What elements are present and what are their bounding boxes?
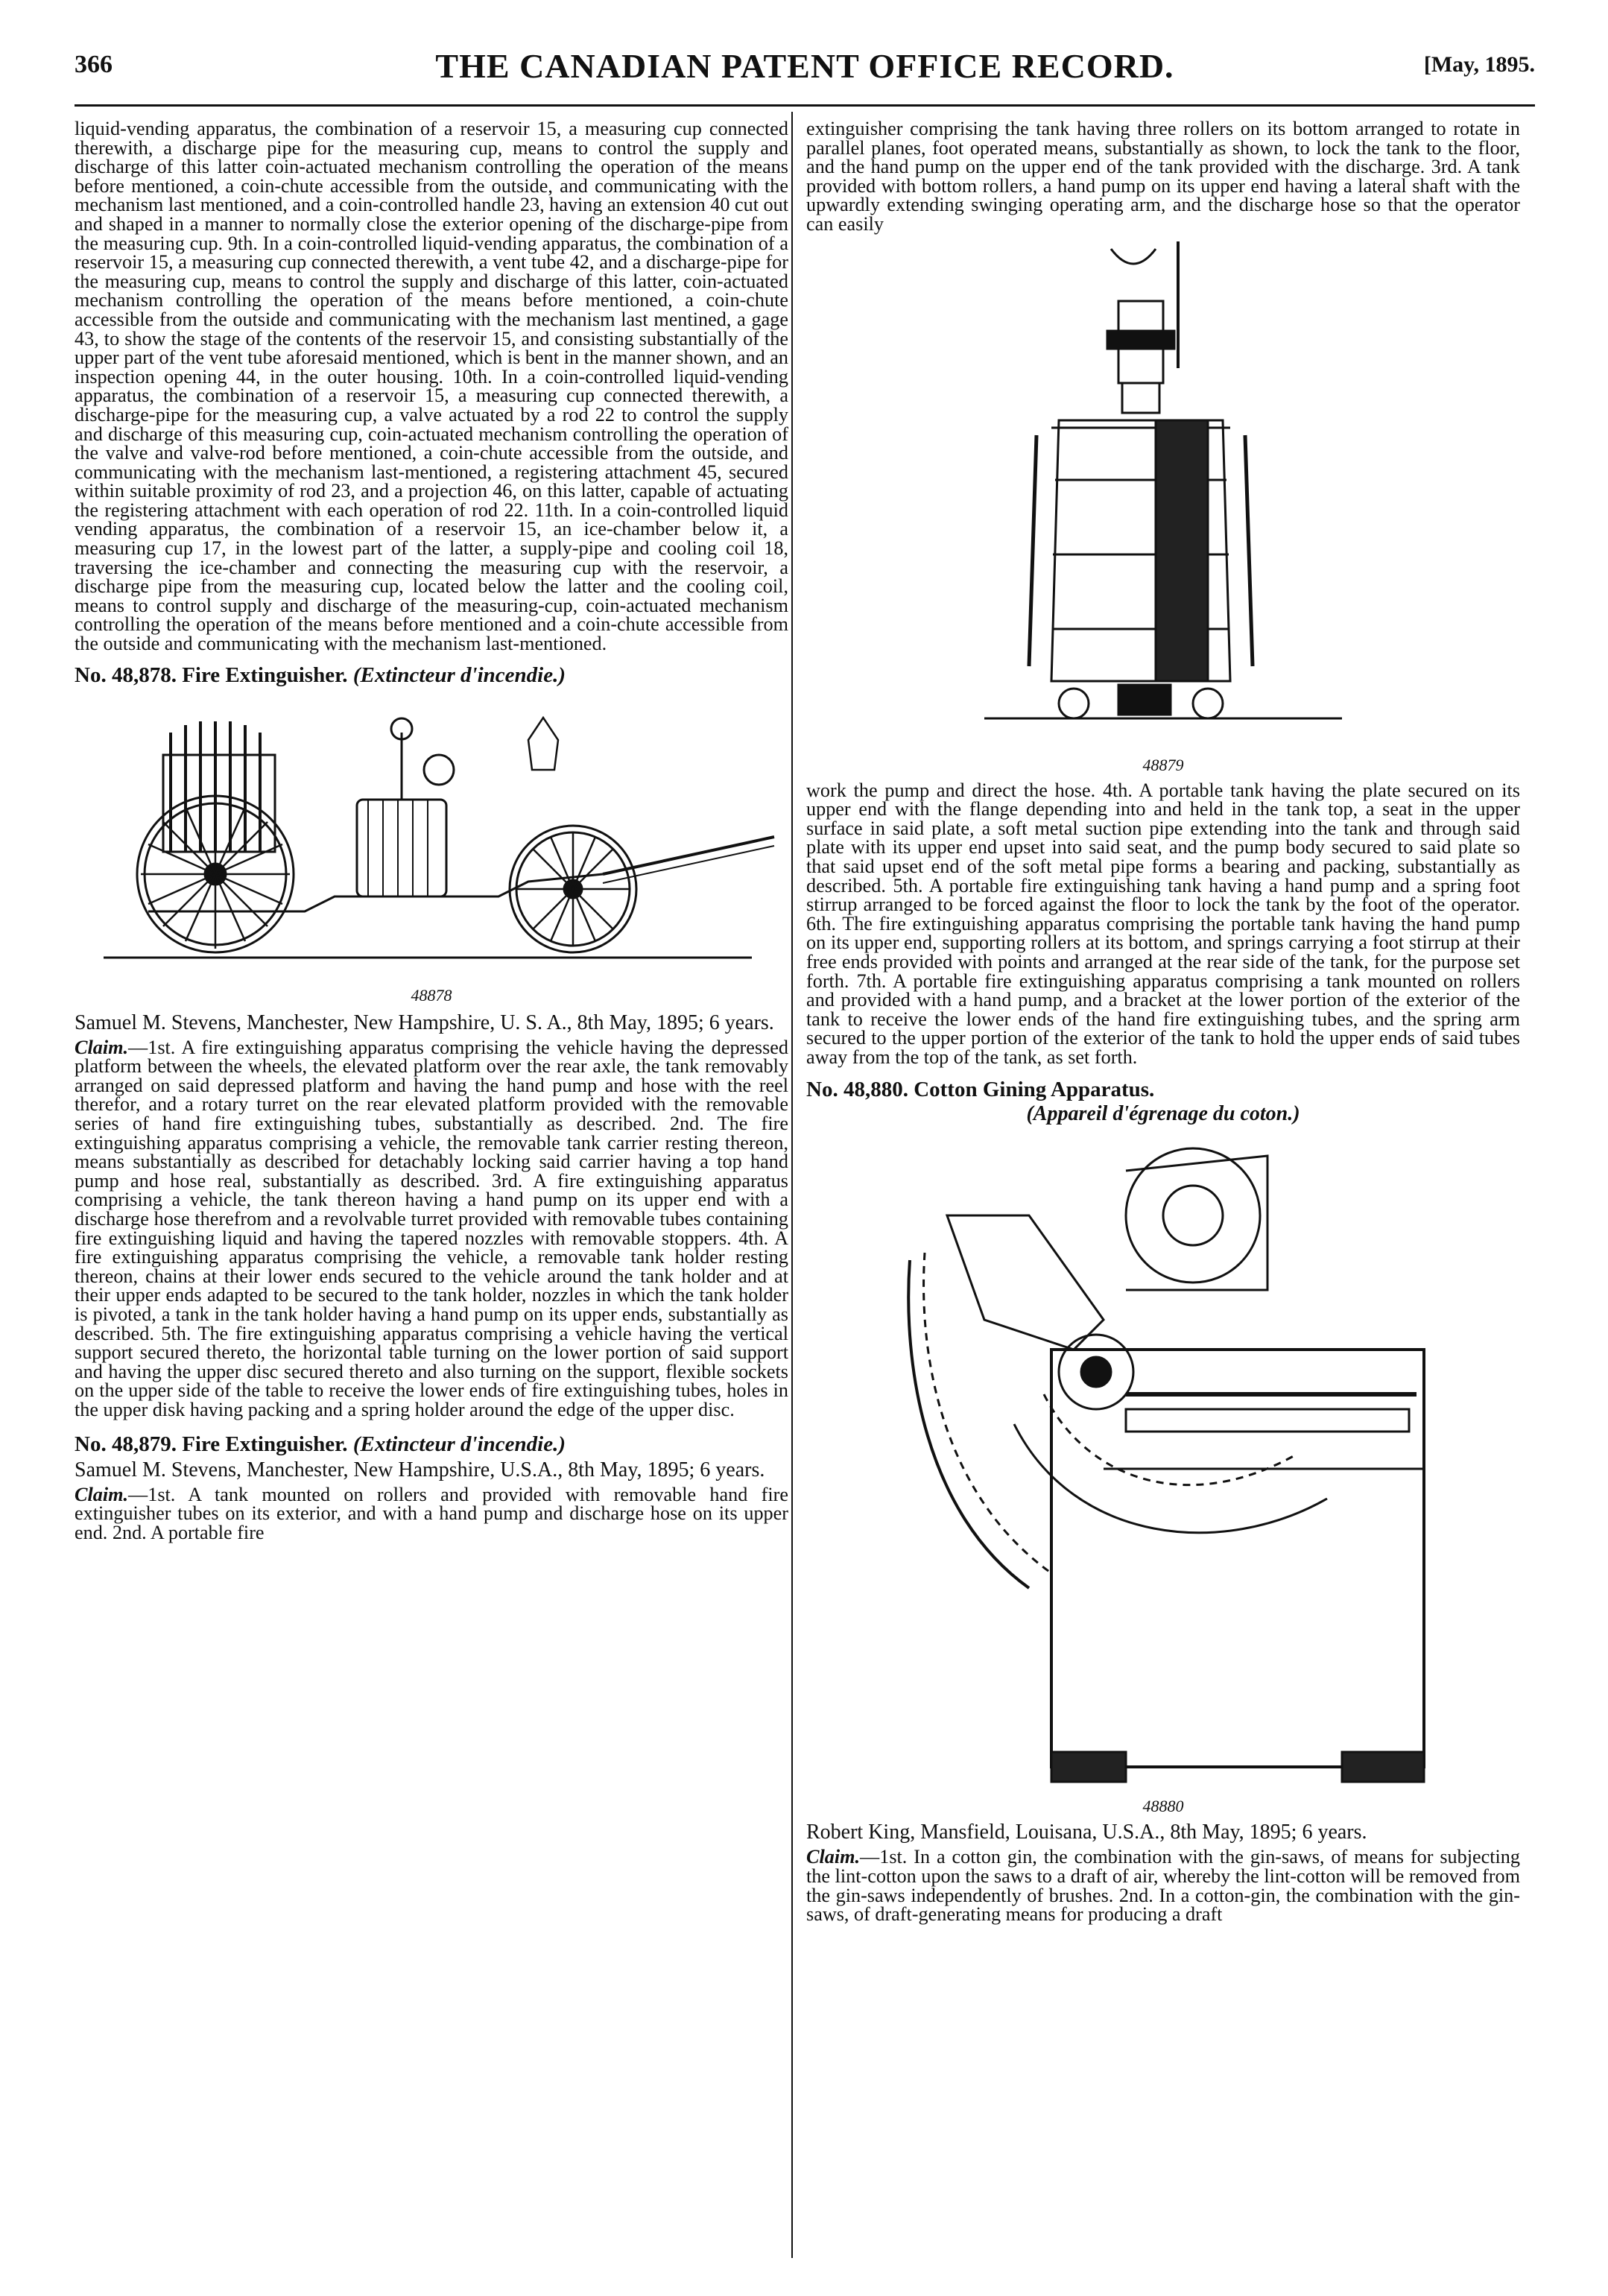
page-title: THE CANADIAN PATENT OFFICE RECORD. (435, 47, 1174, 85)
continued-claims-text: liquid-vending apparatus, the combination of a reservoir 15, a measuring cup connected therewith, a discharge pipe for the measuring cup, means to control the supply and discharge of this latter coin-actuated mechanism controlling the operation of the means before mentioned, a coin-chute accessible from the outside, and communicating with the mechanism last mentioned, and a coin-controlled handle 23, having an extension 40 cut out and shaped in a manner to normally close the exterior opening of the discharge-pipe from the measuring cup. 9th. In a coin-controlled liquid-vending apparatus, the combination of a reservoir 15, a measuring cup connected therewith, a vent tube 42, and a discharge-pipe for the measuring cup, means to control the supply and discharge of this latter, coin-actuated mechanism controlling the operation of the means before mentioned, a coin-chute accessible from the outside and communicating with the mechanism last mentined, a gage 43, to show the stage of the contents of the reservoir 15, and consisting substantially of the upper part of the vent tube aforesaid mentioned, which is bent in the manner shown, and an inspection opening 44, in the outer housing. 10th. In a coin-controlled liquid-vending apparatus, the combination of a reservoir 15, a measuring cup connected therewith, a discharge-pipe for the measuring cup, a valve actuated by a rod 22 to control the supply and discharge of this measuring cup, coin-actuated mechanism controlling the operation of the valve and valve-rod before mentioned, a coin-chute accessible from the outside, and communicating with the mechanism last-mentioned, a registering attachment 45, secured within suitable proximity of rod 23, and a projection 46, on this latter, capable of actuating the registering attachment with each operation of rod 22. 11th. In a coin-controlled liquid vending apparatus, the combination of a reservoir 15, an ice-chamber below it, a measuring cup 17, in the lowest part of the latter, a supply-pipe and cooling coil 18, traversing the ice-chamber and connecting the measuring cup with the reservoir, a discharge pipe from the measuring cup, located below the latter and the cooling coil, means to control supply and discharge of the measuring-cup, coin-actuated mechanism controlling the operation of the means before mentioned and a coin-chute accessible from the outside and communicating with the mechanism last-mentioned. (75, 118, 788, 655)
issue-date: [May, 1895. (1423, 52, 1535, 77)
left-column (75, 119, 788, 1542)
patent-title-fr-48880: (Appareil d'égrenage du coton.) (1026, 1102, 1300, 1126)
patent-heading-48879 (75, 1432, 788, 1457)
continued-claims-48879: extinguisher comprising the tank having three rollers on its bottom arranged to rotate in parallel planes, foot operated means, substantially as shown, to lock the tank to the floor, and the hand pump on the upper end of the tank provided with the discharge. 3rd. A tank provided with bottom rollers, a hand pump on its upper end having a lateral shaft with the upwardly extending swinging operating arm, and the discharge hose so that the operator can easily (806, 118, 1520, 235)
claim-text-48879: —1st. A tank mounted on rollers and provided with removable hand fire extinguisher tubes on its exterior, and with a hand pump and discharge hose on its upper end. 2nd. A portable fire (75, 1483, 788, 1543)
claims-48878 (75, 1038, 788, 1420)
claim-text-48880: —1st. In a cotton gin, the combination with the gin-saws, of means for subjecting the lint-cotton upon the saws to a draft of air, whereby the lint-cotton will be removed from the gin-saws independently of brushes. 2nd. In a cotton-gin, the combination with the gin-saws, of draft-generating means for producing a draft (806, 1846, 1520, 1926)
claim-label: Claim. (806, 1846, 861, 1868)
patent-title-48880: No. 48,880. Cotton Gining Apparatus. (806, 1078, 1155, 1102)
claim-label: Claim. (75, 1036, 129, 1058)
column-rule (791, 112, 793, 2258)
patent-heading-48878 (75, 662, 788, 688)
cotton-gin-figure (880, 1126, 1446, 1797)
continued-claims-48879-b: work the pump and direct the hose. 4th. A portable tank having the plate secured on its upper end with the flange depending into and held in the tank top, a seat in the upper surface in said plate, a soft metal suction pipe extending into the tank and through said plate with its upper end upset into said seat, and the pump body secured to said plate so that said upset end of the soft metal pipe forms a bearing and packing, substantially as described. 5th. A portable fire extinguishing tank having a hand pump and a spring foot stirrup arranged to be forced against the floor to lock the tank by the foot of the operator. 6th. The fire extinguishing apparatus comprising the portable tank having the hand pump on its upper end, supporting rollers at its bottom, and springs carrying a foot stirrup at their free ends provided with points and arranged at the rear side of the tank, for the purpose set forth. 7th. A portable fire extinguishing apparatus comprising a tank mounted on rollers and provided with a hand pump, and a bracket at the lower portion of the exterior of the tank to receive the lower ends of the hand fire extinguishing tubes, and the spring arm secured to the upper portion of the exterior of the tank to hold the upper ends of said tubes away from the top of the tank, as set forth. (806, 779, 1520, 1068)
fire-extinguisher-wagon-figure (81, 688, 782, 986)
inventor-48880: Robert King, Mansfield, Louisana, U.S.A., 8th May, 1895; 6 years. (806, 1821, 1367, 1844)
inventor-48879: Samuel M. Stevens, Manchester, New Hampshire, U.S.A., 8th May, 1895; 6 years. (75, 1458, 765, 1481)
inventor-48878: Samuel M. Stevens, Manchester, New Hampshire, U. S. A., 8th May, 1895; 6 years. (75, 1011, 774, 1034)
claims-48879 (75, 1485, 788, 1543)
patent-title-fr-48879: (Extincteur d'incendie.) (352, 1432, 566, 1456)
figure-label-48879: 48879 (1142, 755, 1184, 774)
patent-title-48878: No. 48,878. Fire Extinguisher. (75, 662, 348, 687)
claims-48880 (806, 1846, 1520, 1926)
header-rule (75, 104, 1535, 107)
portable-tank-figure (955, 234, 1372, 756)
right-column (806, 119, 1520, 1924)
figure-label-48878: 48878 (411, 985, 452, 1005)
patent-title-48879: No. 48,879. Fire Extinguisher. (75, 1432, 348, 1456)
patent-heading-48880 (806, 1077, 1520, 1102)
claim-text-48878: —1st. A fire extinguishing apparatus comprising the vehicle having the depressed platform between the wheels, the elevated platform over the rear axle, the tank removably arranged on said depressed platform and having the hand pump and hose with the reel therefor, and a rotary turret on the rear elevated platform provided with the removable series of hand fire extinguishing tubes, substantially as described. 2nd. The fire extinguishing apparatus comprising a vehicle, the removable tank carrier resting thereon, means substantially as described for detachably locking said carrier having a top hand pump and hose real, substantially as described. 3rd. A fire extinguishing apparatus comprising a vehicle, the tank thereon having a hand pump on its upper end with a discharge hose therefrom and a revolvable turret provided with removable tubes containing fire extinguishing liquid and having the tapered nozzles with removable stoppers. 4th. A fire extinguishing apparatus comprising the vehicle, a removable tank holder resting thereon, chains at their lower ends secured to the vehicle around the tank holder and at their upper ends adapted to be secured to the tank holder, nozzles in which the tank holder is pivoted, a tank in the tank holder having a hand pump on its upper ends, substantially as described. 5th. The fire extinguishing apparatus comprising a vehicle having the vertical support secured thereto, the horizontal table turning on the lower portion of said support and having the upper disc secured thereto and also turning on the support, flexible sockets on the upper side of the table to receive the lower ends of fire extinguishing tubes, holes in the upper disk having packing and a spring holder around the edge of the upper disc. (75, 1036, 788, 1420)
page-number: 366 (75, 51, 113, 78)
page-header (75, 46, 1535, 91)
claim-label: Claim. (75, 1483, 129, 1505)
figure-label-48880: 48880 (1142, 1797, 1184, 1816)
patent-title-fr-48878: (Extincteur d'incendie.) (352, 662, 566, 687)
